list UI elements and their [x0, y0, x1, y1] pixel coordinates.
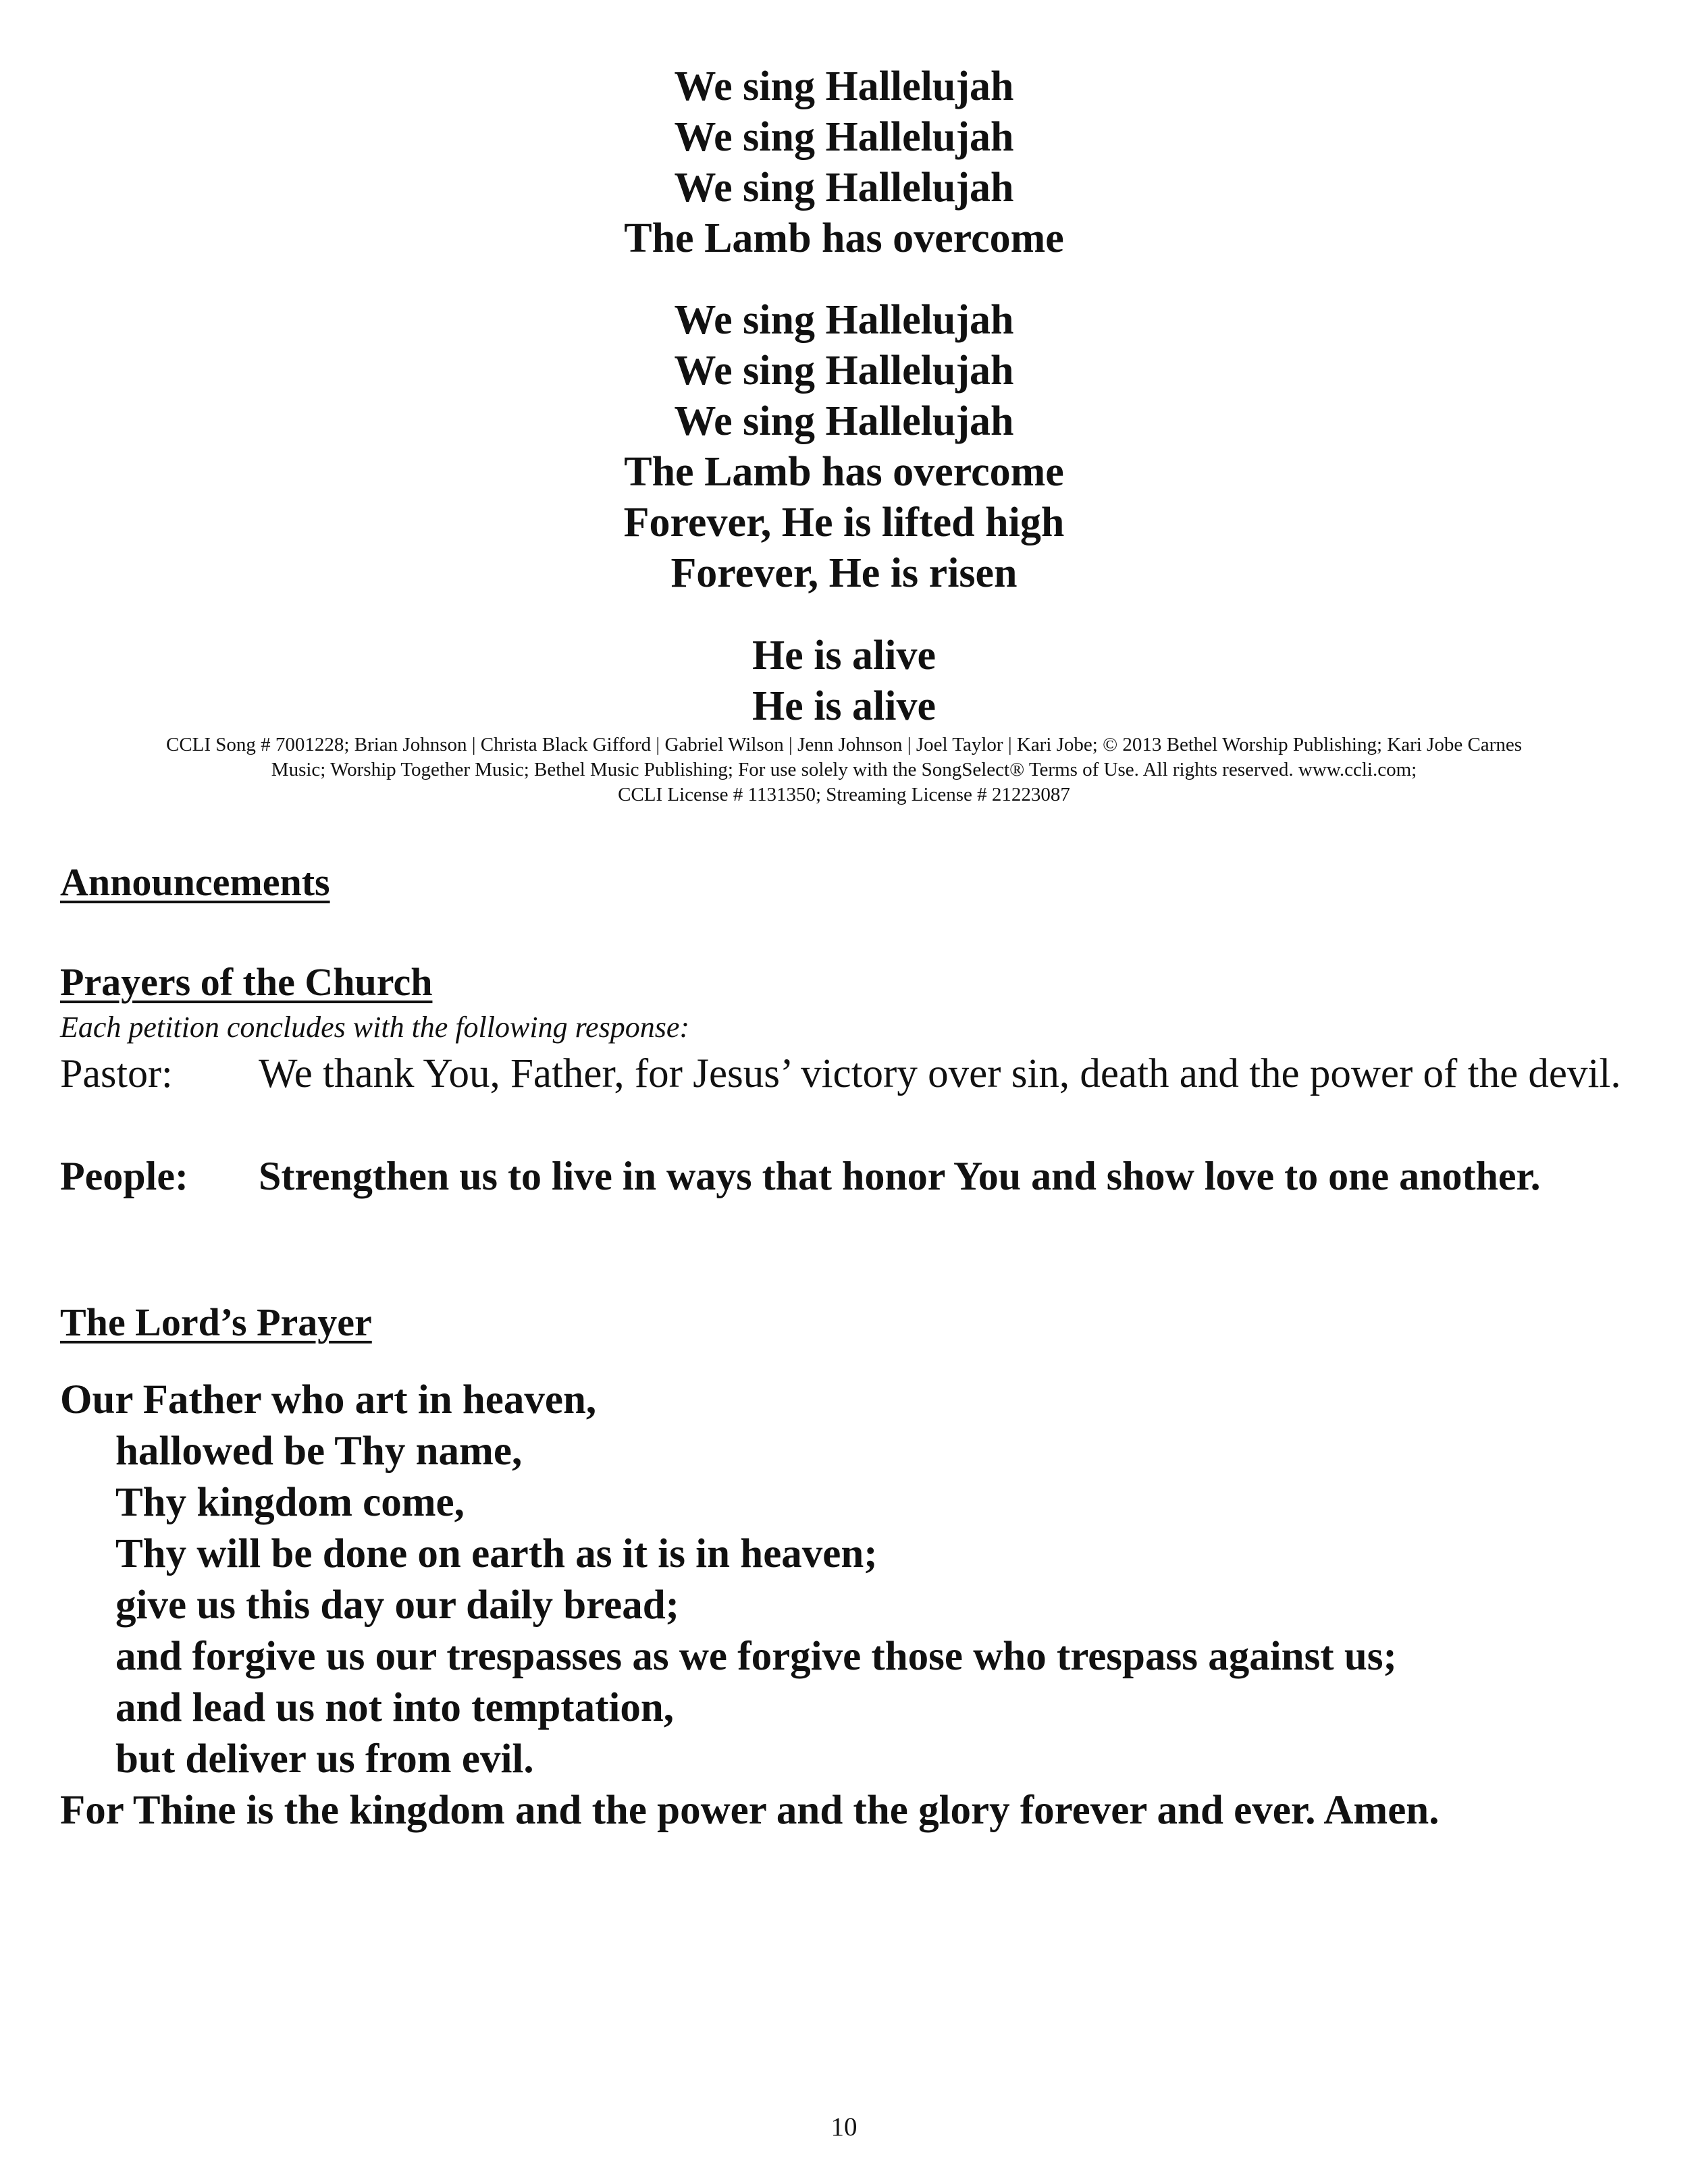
lyric-line: He is alive [751, 633, 937, 678]
ccli-credit [68, 733, 1620, 807]
lords-prayer-heading: The Lord’s Prayer [60, 1300, 372, 1344]
song-stanza-3 [0, 631, 1688, 732]
song-stanza-1 [0, 61, 1688, 264]
lords-prayer-text [60, 1375, 1640, 1836]
credit-line: Music; Worship Together Music; Bethel Music Publishing; For use solely with the SongSelect® Terms of Use. All rights reserved. www.ccli.com; [271, 759, 1417, 780]
prayer-line: For Thine is the kingdom and the power and the glory forever and ever. Amen. [60, 1788, 1440, 1833]
lyric-line: We sing Hallelujah [674, 348, 1014, 394]
lyric-line: We sing Hallelujah [674, 114, 1014, 160]
lyric-line: Forever, He is lifted high [623, 500, 1065, 545]
lyric-line: Forever, He is risen [670, 550, 1018, 596]
lyric-line: We sing Hallelujah [674, 297, 1014, 343]
lyric-line: The Lamb has overcome [624, 449, 1064, 495]
pastor-text: We thank You, Father, for Jesus’ victory over sin, death and the power of the devil. [259, 1051, 1621, 1096]
lyric-line: We sing Hallelujah [674, 398, 1014, 444]
prayer-line: hallowed be Thy name, [115, 1429, 523, 1474]
prayer-line: and lead us not into temptation, [115, 1685, 675, 1730]
pastor-label: Pastor: [60, 1051, 173, 1096]
prayers-instruction: Each petition concludes with the following response: [60, 1011, 690, 1044]
lyric-line: We sing Hallelujah [674, 63, 1014, 109]
lyric-line: The Lamb has overcome [624, 215, 1064, 261]
people-label: People: [60, 1154, 188, 1198]
song-stanza-2 [0, 295, 1688, 599]
credit-line: CCLI Song # 7001228; Brian Johnson | Christa Black Gifford | Gabriel Wilson | Jenn Johnson | Joel Taylor | Kari Jobe; © 2013 Bethel Worship Publishing; Kari Jobe Carnes [166, 734, 1522, 755]
page-number: 10 [830, 2112, 858, 2141]
lyric-line: We sing Hallelujah [674, 165, 1014, 211]
people-text: Strengthen us to live in ways that honor You and show love to one another. [259, 1154, 1541, 1198]
prayer-line: Our Father who art in heaven, [60, 1377, 597, 1422]
prayer-line: Thy will be done on earth as it is in heaven; [115, 1531, 878, 1576]
prayer-line: Thy kingdom come, [115, 1480, 465, 1525]
announcements-heading: Announcements [60, 860, 330, 904]
prayer-line: but deliver us from evil. [115, 1736, 534, 1782]
prayer-line: give us this day our daily bread; [115, 1582, 679, 1628]
lyric-line: He is alive [751, 683, 937, 729]
prayer-line: and forgive us our trespasses as we forgive those who trespass against us; [115, 1634, 1397, 1679]
prayers-of-church-heading: Prayers of the Church [60, 960, 433, 1004]
credit-line: CCLI License # 1131350; Streaming License # 21223087 [618, 784, 1070, 805]
